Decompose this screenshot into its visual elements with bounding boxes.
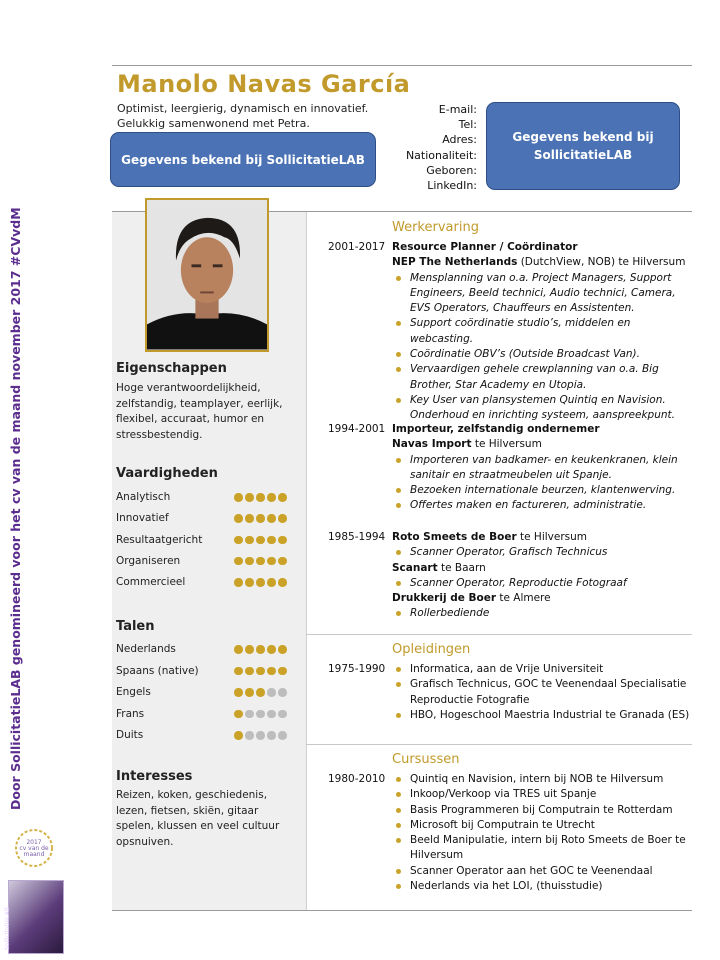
rating-dot <box>278 667 287 676</box>
language-rating <box>234 667 287 676</box>
tagline-line-2: Gelukkig samenwonend met Petra. <box>117 117 310 130</box>
company-2: Navas Import <box>392 438 472 451</box>
language-row <box>116 708 288 722</box>
work-3-bullet-2: Scanner Operator, Reproductie Fotograaf <box>392 576 692 591</box>
course-item-6: Scanner Operator aan het GOC te Veenendaal <box>392 864 692 879</box>
rating-dot <box>278 536 287 545</box>
language-row <box>116 665 288 679</box>
company-4: Scanart <box>392 561 438 574</box>
box-right-line-2: SollicitatieLAB <box>533 148 633 162</box>
language-row <box>116 729 288 743</box>
rating-dot <box>245 710 254 719</box>
label-nationaliteit: Nationaliteit: <box>405 148 477 162</box>
rating-dot <box>234 536 243 545</box>
rating-dot <box>245 536 254 545</box>
education-period: 1975-1990 <box>328 663 386 675</box>
badge-year: 2017 <box>26 839 42 846</box>
work-entry-3 <box>392 530 692 622</box>
skill-row <box>116 512 288 526</box>
rating-dot <box>278 688 287 697</box>
rating-dot <box>234 667 243 676</box>
rating-dot <box>245 578 254 587</box>
skill-rating <box>234 514 287 523</box>
rating-dot <box>245 514 254 523</box>
education-list <box>392 662 692 723</box>
period-2: 1994-2001 <box>328 423 386 435</box>
top-rule <box>112 65 692 66</box>
label-tel: Tel: <box>458 118 477 132</box>
language-rating <box>234 731 287 740</box>
rating-dot <box>245 645 254 654</box>
course-item-2: Inkoop/Verkoop via TRES uit Spanje <box>392 787 692 802</box>
rating-dot <box>256 731 265 740</box>
profile-photo <box>145 198 269 352</box>
education-rule <box>306 634 692 635</box>
rating-dot <box>256 688 265 697</box>
rating-dot <box>267 645 276 654</box>
language-rating <box>234 688 287 697</box>
work-3-bullet-3: Rollerbediende <box>392 606 692 621</box>
skill-label: Analytisch <box>116 491 171 503</box>
skill-rating <box>234 578 287 587</box>
rating-dot <box>267 536 276 545</box>
work-2-bullet-3: Offertes maken en factureren, administratie. <box>392 498 692 513</box>
rating-dot <box>278 731 287 740</box>
privacy-box-right <box>486 102 680 190</box>
company-3-rest: te Hilversum <box>516 531 587 543</box>
rating-dot <box>234 493 243 502</box>
rating-dot <box>278 710 287 719</box>
talen-heading: Talen <box>116 619 155 634</box>
rating-dot <box>234 514 243 523</box>
language-row <box>116 686 288 700</box>
company-3: Roto Smeets de Boer <box>392 531 517 543</box>
rating-dot <box>267 514 276 523</box>
skill-label: Innovatief <box>116 512 169 525</box>
courses-rule <box>306 744 692 745</box>
language-rating <box>234 645 287 654</box>
education-item-1: Informatica, aan de Vrije Universiteit <box>392 662 692 677</box>
rating-dot <box>234 731 243 740</box>
work-entry-2 <box>392 422 692 514</box>
rating-dot <box>256 645 265 654</box>
courses-heading: Cursussen <box>392 752 460 767</box>
skill-row <box>116 576 288 590</box>
rating-dot <box>267 557 276 566</box>
work-3-bullet-1: Scanner Operator, Grafisch Technicus <box>392 545 692 560</box>
label-geboren: Geboren: <box>426 163 477 177</box>
course-item-1: Quintiq en Navision, intern bij NOB te Hilversum <box>392 772 692 787</box>
work-heading: Werkervaring <box>392 220 479 235</box>
rating-dot <box>234 578 243 587</box>
language-label: Spaans (native) <box>116 664 199 677</box>
rating-dot <box>234 688 243 697</box>
rating-dot <box>267 688 276 697</box>
rating-dot <box>245 667 254 676</box>
skill-row <box>116 555 288 569</box>
skill-row <box>116 534 288 548</box>
rating-dot <box>234 645 243 654</box>
rating-dot <box>256 493 265 502</box>
skill-rating <box>234 493 287 502</box>
interesses-text: Reizen, koken, geschiedenis, lezen, fietsen, skiën, gitaar spelen, klussen en veel cultuur opsnuiven. <box>116 789 280 848</box>
rating-dot <box>256 710 265 719</box>
eigenschappen-text: Hoge verantwoordelijkheid, zelfstandig, teamplayer, eerlijk, flexibel, accuraat, humor en stressbestendig. <box>116 382 283 441</box>
nomination-banner: Door SollicitatieLAB genomineerd voor het cv van de maand november 2017 #CVvdM <box>8 207 23 810</box>
rating-dot <box>278 493 287 502</box>
language-label: Frans <box>116 707 145 720</box>
work-1-bullet-4: Vervaardigen gehele crewplanning van o.a. Big Brother, Star Academy en Utopia. <box>392 362 692 393</box>
rating-dot <box>267 578 276 587</box>
rating-dot <box>234 557 243 566</box>
skill-rating <box>234 536 287 545</box>
period-3: 1985-1994 <box>328 531 386 543</box>
rating-dot <box>256 514 265 523</box>
rating-dot <box>267 731 276 740</box>
company-2-rest: te Hilversum <box>471 438 542 451</box>
rating-dot <box>256 557 265 566</box>
education-heading: Opleidingen <box>392 642 471 657</box>
rating-dot <box>278 578 287 587</box>
rating-dot <box>278 557 287 566</box>
contact-labels <box>406 102 477 193</box>
bottom-rule <box>112 910 692 911</box>
language-label: Nederlands <box>116 643 176 655</box>
privacy-box-left: Gegevens bekend bij SollicitatieLAB <box>110 132 376 187</box>
course-item-5: Beeld Manipulatie, intern bij Roto Smeets de Boer te Hilversum <box>392 833 692 864</box>
role-1: Resource Planner / Coördinator <box>392 241 578 253</box>
work-1-bullet-2: Support coördinatie studio’s, middelen en webcasting. <box>392 316 692 347</box>
course-item-7: Nederlands via het LOI, (thuisstudie) <box>392 879 692 894</box>
label-adres: Adres: <box>442 133 477 147</box>
work-entry-1 <box>392 240 692 424</box>
work-2-bullet-1: Importeren van badkamer- en keukenkranen, klein sanitair en straatmeubelen uit Spanje. <box>392 453 692 484</box>
rating-dot <box>256 536 265 545</box>
thumbnail-caption: SollicitatieLAB <box>4 907 11 950</box>
rating-dot <box>267 710 276 719</box>
interesses-heading: Interesses <box>116 769 193 784</box>
skill-label: Resultaatgericht <box>116 533 203 546</box>
rating-dot <box>245 557 254 566</box>
company-5-rest: te Almere <box>496 592 551 605</box>
portrait-icon <box>147 200 267 350</box>
candidate-name: Manolo Navas García <box>117 70 411 98</box>
courses-list <box>392 772 692 894</box>
rating-dot <box>256 578 265 587</box>
rating-dot <box>267 493 276 502</box>
vaardigheden-heading: Vaardigheden <box>116 466 218 481</box>
work-1-bullet-5: Key User van plansystemen Quintiq en Navision. Onderhoud en inrichting systeem, aanspreekpunt. <box>392 393 692 424</box>
rating-dot <box>256 667 265 676</box>
sidebar-divider <box>306 212 307 910</box>
skill-row <box>116 491 288 505</box>
work-2-bullet-2: Bezoeken internationale beurzen, klantenwerving. <box>392 483 692 498</box>
label-linkedin: LinkedIn: <box>427 179 477 193</box>
eigenschappen-heading: Eigenschappen <box>116 361 227 376</box>
skill-rating <box>234 557 287 566</box>
education-item-2: Grafisch Technicus, GOC te Veenendaal Specialisatie Reproductie Fotografie <box>392 677 692 708</box>
rating-dot <box>278 514 287 523</box>
company-1-rest: (DutchView, NOB) te Hilversum <box>517 256 686 269</box>
education-item-3: HBO, Hogeschool Maestria Industrial te Granada (ES) <box>392 708 692 723</box>
skill-label: Commercieel <box>116 576 186 589</box>
rating-dot <box>278 645 287 654</box>
role-2: Importeur, zelfstandig ondernemer <box>392 423 600 435</box>
label-email: E-mail: <box>438 103 477 116</box>
courses-period: 1980-2010 <box>328 773 386 785</box>
company-5: Drukkerij de Boer <box>392 592 497 605</box>
cover-thumbnail <box>4 880 64 954</box>
rating-dot <box>245 688 254 697</box>
course-item-4: Microsoft bij Computrain te Utrecht <box>392 818 692 833</box>
box-right-line-1: Gegevens bekend bij <box>512 130 654 144</box>
rating-dot <box>245 731 254 740</box>
tagline <box>117 101 368 131</box>
company-4-rest: te Baarn <box>437 561 486 574</box>
course-item-3: Basis Programmeren bij Computrain te Rotterdam <box>392 803 692 818</box>
skill-label: Organiseren <box>116 554 181 567</box>
rating-dot <box>234 710 243 719</box>
rating-dot <box>267 667 276 676</box>
language-row <box>116 643 288 657</box>
award-badge <box>14 826 54 870</box>
work-1-bullet-3: Coördinatie OBV’s (Outside Broadcast Van). <box>392 347 692 362</box>
language-rating <box>234 710 287 719</box>
language-label: Duits <box>116 729 144 741</box>
period-1: 2001-2017 <box>328 241 386 253</box>
badge-label: cv van de maand <box>19 845 49 858</box>
rating-dot <box>245 493 254 502</box>
work-1-bullet-1: Mensplanning van o.a. Project Managers, Support Engineers, Beeld technici, Audio technici, Camera, EVS Operators, Chauffeurs en Assistenten. <box>392 271 692 317</box>
language-label: Engels <box>116 686 151 698</box>
company-1: NEP The Netherlands <box>392 256 518 269</box>
tagline-line-1: Optimist, leergierig, dynamisch en innovatief. <box>117 102 369 115</box>
